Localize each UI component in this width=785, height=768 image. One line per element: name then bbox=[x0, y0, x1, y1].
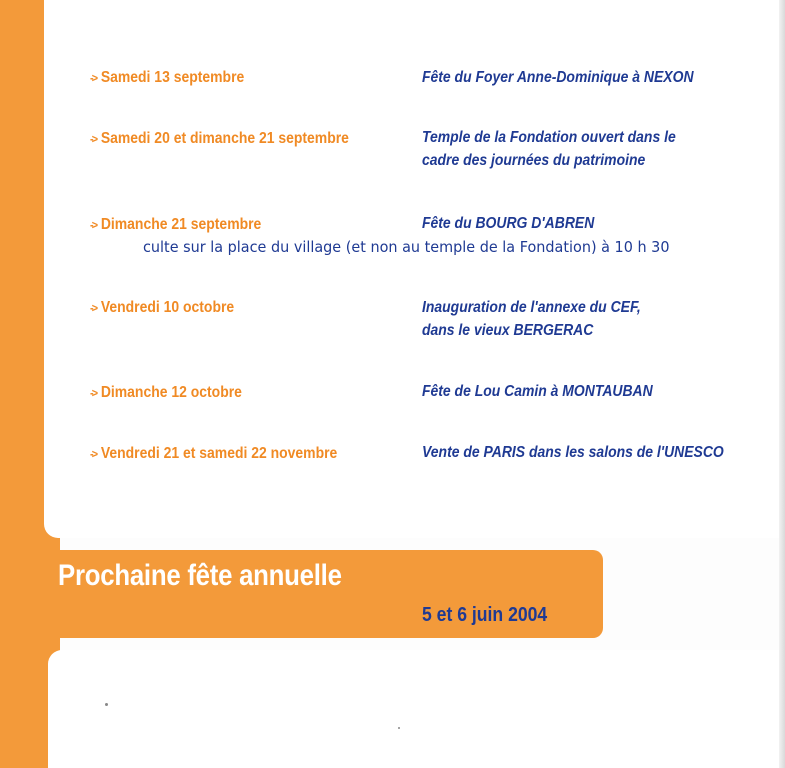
arrow-icon: -> bbox=[90, 71, 97, 85]
event-description-line: Fête du BOURG D'ABREN bbox=[422, 215, 595, 232]
event-date bbox=[90, 299, 234, 317]
banner-date: 5 et 6 juin 2004 bbox=[422, 604, 548, 626]
event-description bbox=[422, 296, 641, 342]
event-description-line: Fête du Foyer Anne-Dominique à NEXON bbox=[422, 69, 694, 86]
event-date-text: Samedi 20 et dimanche 21 septembre bbox=[100, 130, 349, 147]
event-description-line: Fête de Lou Camin à MONTAUBAN bbox=[422, 383, 653, 400]
event-description bbox=[422, 441, 724, 464]
event-note: culte sur la place du village (et non au temple de la Fondation) à 10 h 30 bbox=[143, 238, 670, 256]
event-date-text: Dimanche 21 septembre bbox=[100, 216, 262, 233]
arrow-icon: -> bbox=[90, 301, 97, 315]
event-date-text: Samedi 13 septembre bbox=[100, 69, 245, 86]
event-date-text: Vendredi 21 et samedi 22 novembre bbox=[100, 445, 338, 462]
event-description bbox=[422, 212, 594, 235]
banner-title: Prochaine fête annuelle bbox=[58, 559, 342, 592]
bottom-panel bbox=[48, 650, 785, 768]
scan-speck bbox=[105, 703, 108, 706]
event-description-line: cadre des journées du patrimoine bbox=[422, 152, 646, 169]
event-description bbox=[422, 126, 676, 172]
arrow-icon: -> bbox=[90, 218, 97, 232]
event-date bbox=[90, 216, 261, 234]
event-date bbox=[90, 130, 349, 148]
scan-speck bbox=[398, 727, 400, 729]
event-date-text: Vendredi 10 octobre bbox=[100, 299, 235, 316]
event-description bbox=[422, 380, 653, 403]
event-date bbox=[90, 69, 244, 87]
event-date-text: Dimanche 12 octobre bbox=[100, 384, 242, 401]
event-date bbox=[90, 384, 242, 402]
arrow-icon: -> bbox=[90, 386, 97, 400]
event-description-line: Inauguration de l'annexe du CEF, bbox=[422, 299, 641, 316]
event-date bbox=[90, 445, 337, 463]
event-description bbox=[422, 66, 694, 89]
event-description-line: dans le vieux BERGERAC bbox=[422, 322, 594, 339]
arrow-icon: -> bbox=[90, 447, 97, 461]
arrow-icon: -> bbox=[90, 132, 97, 146]
page-edge bbox=[779, 0, 785, 768]
event-description-line: Temple de la Fondation ouvert dans le bbox=[422, 129, 676, 146]
event-description-line: Vente de PARIS dans les salons de l'UNESCO bbox=[422, 444, 724, 461]
